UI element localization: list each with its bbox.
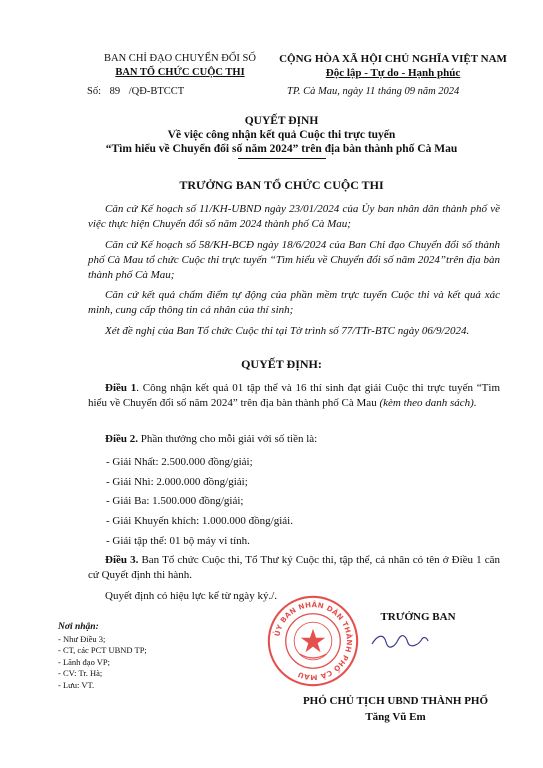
- article-1-text: . Công nhận kết quả 01 tập thể và 16 thí sinh đạt giải Cuộc thi trực tuyến “Tìm hiểu về Chuyển đổi số năm 2024” trên địa bàn thành phố Cà Mau: [88, 382, 501, 409]
- ref-prefix: Số:: [87, 86, 102, 97]
- seal-text: ỦY BAN NHÂN DÂN THÀNH PHỐ CÀ MAU: [272, 600, 354, 682]
- handwritten-signature: [370, 630, 430, 652]
- article-3-label: Điều 3.: [105, 554, 139, 566]
- document-subject-1: Về việc công nhận kết quả Cuộc thi trực tuyến: [167, 129, 396, 141]
- prize-4: - Giải Khuyến khích: 1.000.000 đồng/giải.: [106, 515, 293, 527]
- article-2-text: Phần thưởng cho mỗi giải với số tiền là:: [138, 433, 318, 445]
- recipient-3: - Lãnh đạo VP;: [58, 656, 111, 667]
- article-3: [88, 553, 500, 583]
- document-number: [87, 86, 184, 97]
- prize-2: - Giải Nhì: 2.000.000 đồng/giải;: [106, 476, 248, 488]
- official-seal: [266, 594, 360, 688]
- decision-heading: QUYẾT ĐỊNH:: [241, 357, 322, 371]
- seal-star-icon: [301, 629, 325, 653]
- recipient-2: - CT, các PCT UBND TP;: [58, 645, 147, 655]
- basis-3: Căn cứ kết quả chấm điểm tự động của phần mềm trực tuyến Cuộc thi và kết quả xác minh, cung cấp thông tin cá nhân của thí sinh;: [88, 289, 500, 316]
- article-1-label: Điều 1: [105, 382, 137, 394]
- basis-4: Xét đề nghị của Ban Tổ chức Cuộc thi tại Tờ trình số 77/TTr-BTC ngày 06/9/2024.: [105, 325, 470, 337]
- authority-heading: TRƯỞNG BAN TỔ CHỨC CUỘC THI: [179, 178, 384, 192]
- effective-clause: Quyết định có hiệu lực kể từ ngày ký./.: [105, 590, 277, 602]
- basis-2: Căn cứ Kế hoạch số 58/KH-BCĐ ngày 18/6/2024 của Ban Chỉ đạo Chuyển đổi số thành phố Cà Mau tổ chức Cuộc thi trực tuyến “Tìm hiểu về Chuyển đổi số năm 2024”trên địa bàn thành phố Cà Mau;: [88, 239, 500, 281]
- ref-number: 89: [109, 86, 121, 97]
- prize-1: - Giải Nhất: 2.500.000 đồng/giải;: [106, 456, 253, 468]
- basis-1: Căn cứ Kế hoạch số 11/KH-UBND ngày 23/01/2024 của Ủy ban nhân dân thành phố về việc thực hiện Chuyển đổi số năm 2024 thành phố Cà Mau;: [88, 203, 500, 230]
- recipients-heading: Nơi nhận:: [58, 622, 99, 632]
- article-1-note: (kèm theo danh sách).: [379, 397, 477, 409]
- title-underline: [238, 158, 326, 159]
- recipient-1: - Như Điều 3;: [58, 633, 106, 644]
- article-3-text: Ban Tổ chức Cuộc thi, Tổ Thư ký Cuộc thi, tập thể, cá nhân có tên ở Điều 1 căn cứ Quyết định thi hành.: [88, 554, 500, 581]
- article-2-label: Điều 2.: [105, 433, 138, 445]
- document-subject-2: “Tìm hiểu về Chuyển đổi số năm 2024” trên địa bàn thành phố Cà Mau: [105, 143, 458, 155]
- recipient-5: - Lưu: VT.: [58, 679, 95, 690]
- signer-name: Tăng Vũ Em: [365, 711, 426, 723]
- national-header: [258, 52, 528, 80]
- org-line-1: BAN CHỈ ĐẠO CHUYỂN ĐỔI SỐ: [104, 53, 256, 64]
- recipient-4: - CV: Tr. Hà;: [58, 668, 103, 678]
- org-line-2: BAN TỔ CHỨC CUỘC THI: [115, 67, 245, 78]
- country-name: CỘNG HÒA XÃ HỘI CHỦ NGHĨA VIỆT NAM: [279, 53, 507, 65]
- ref-suffix: /QĐ-BTCCT: [128, 86, 185, 97]
- recipients: [58, 622, 258, 691]
- prize-3: - Giải Ba: 1.500.000 đồng/giải;: [106, 495, 244, 507]
- prize-5: - Giải tập thể: 01 bộ máy vi tính.: [106, 535, 250, 547]
- motto: Độc lập - Tự do - Hạnh phúc: [325, 67, 461, 79]
- article-1: [88, 381, 500, 411]
- signer-role: TRƯỞNG BAN: [380, 611, 456, 623]
- signer-title: PHÓ CHỦ TỊCH UBND THÀNH PHỐ: [302, 695, 489, 707]
- article-2: [88, 432, 500, 447]
- document-title: QUYẾT ĐỊNH: [244, 115, 319, 127]
- issue-date: TP. Cà Mau, ngày 11 tháng 09 năm 2024: [287, 86, 460, 97]
